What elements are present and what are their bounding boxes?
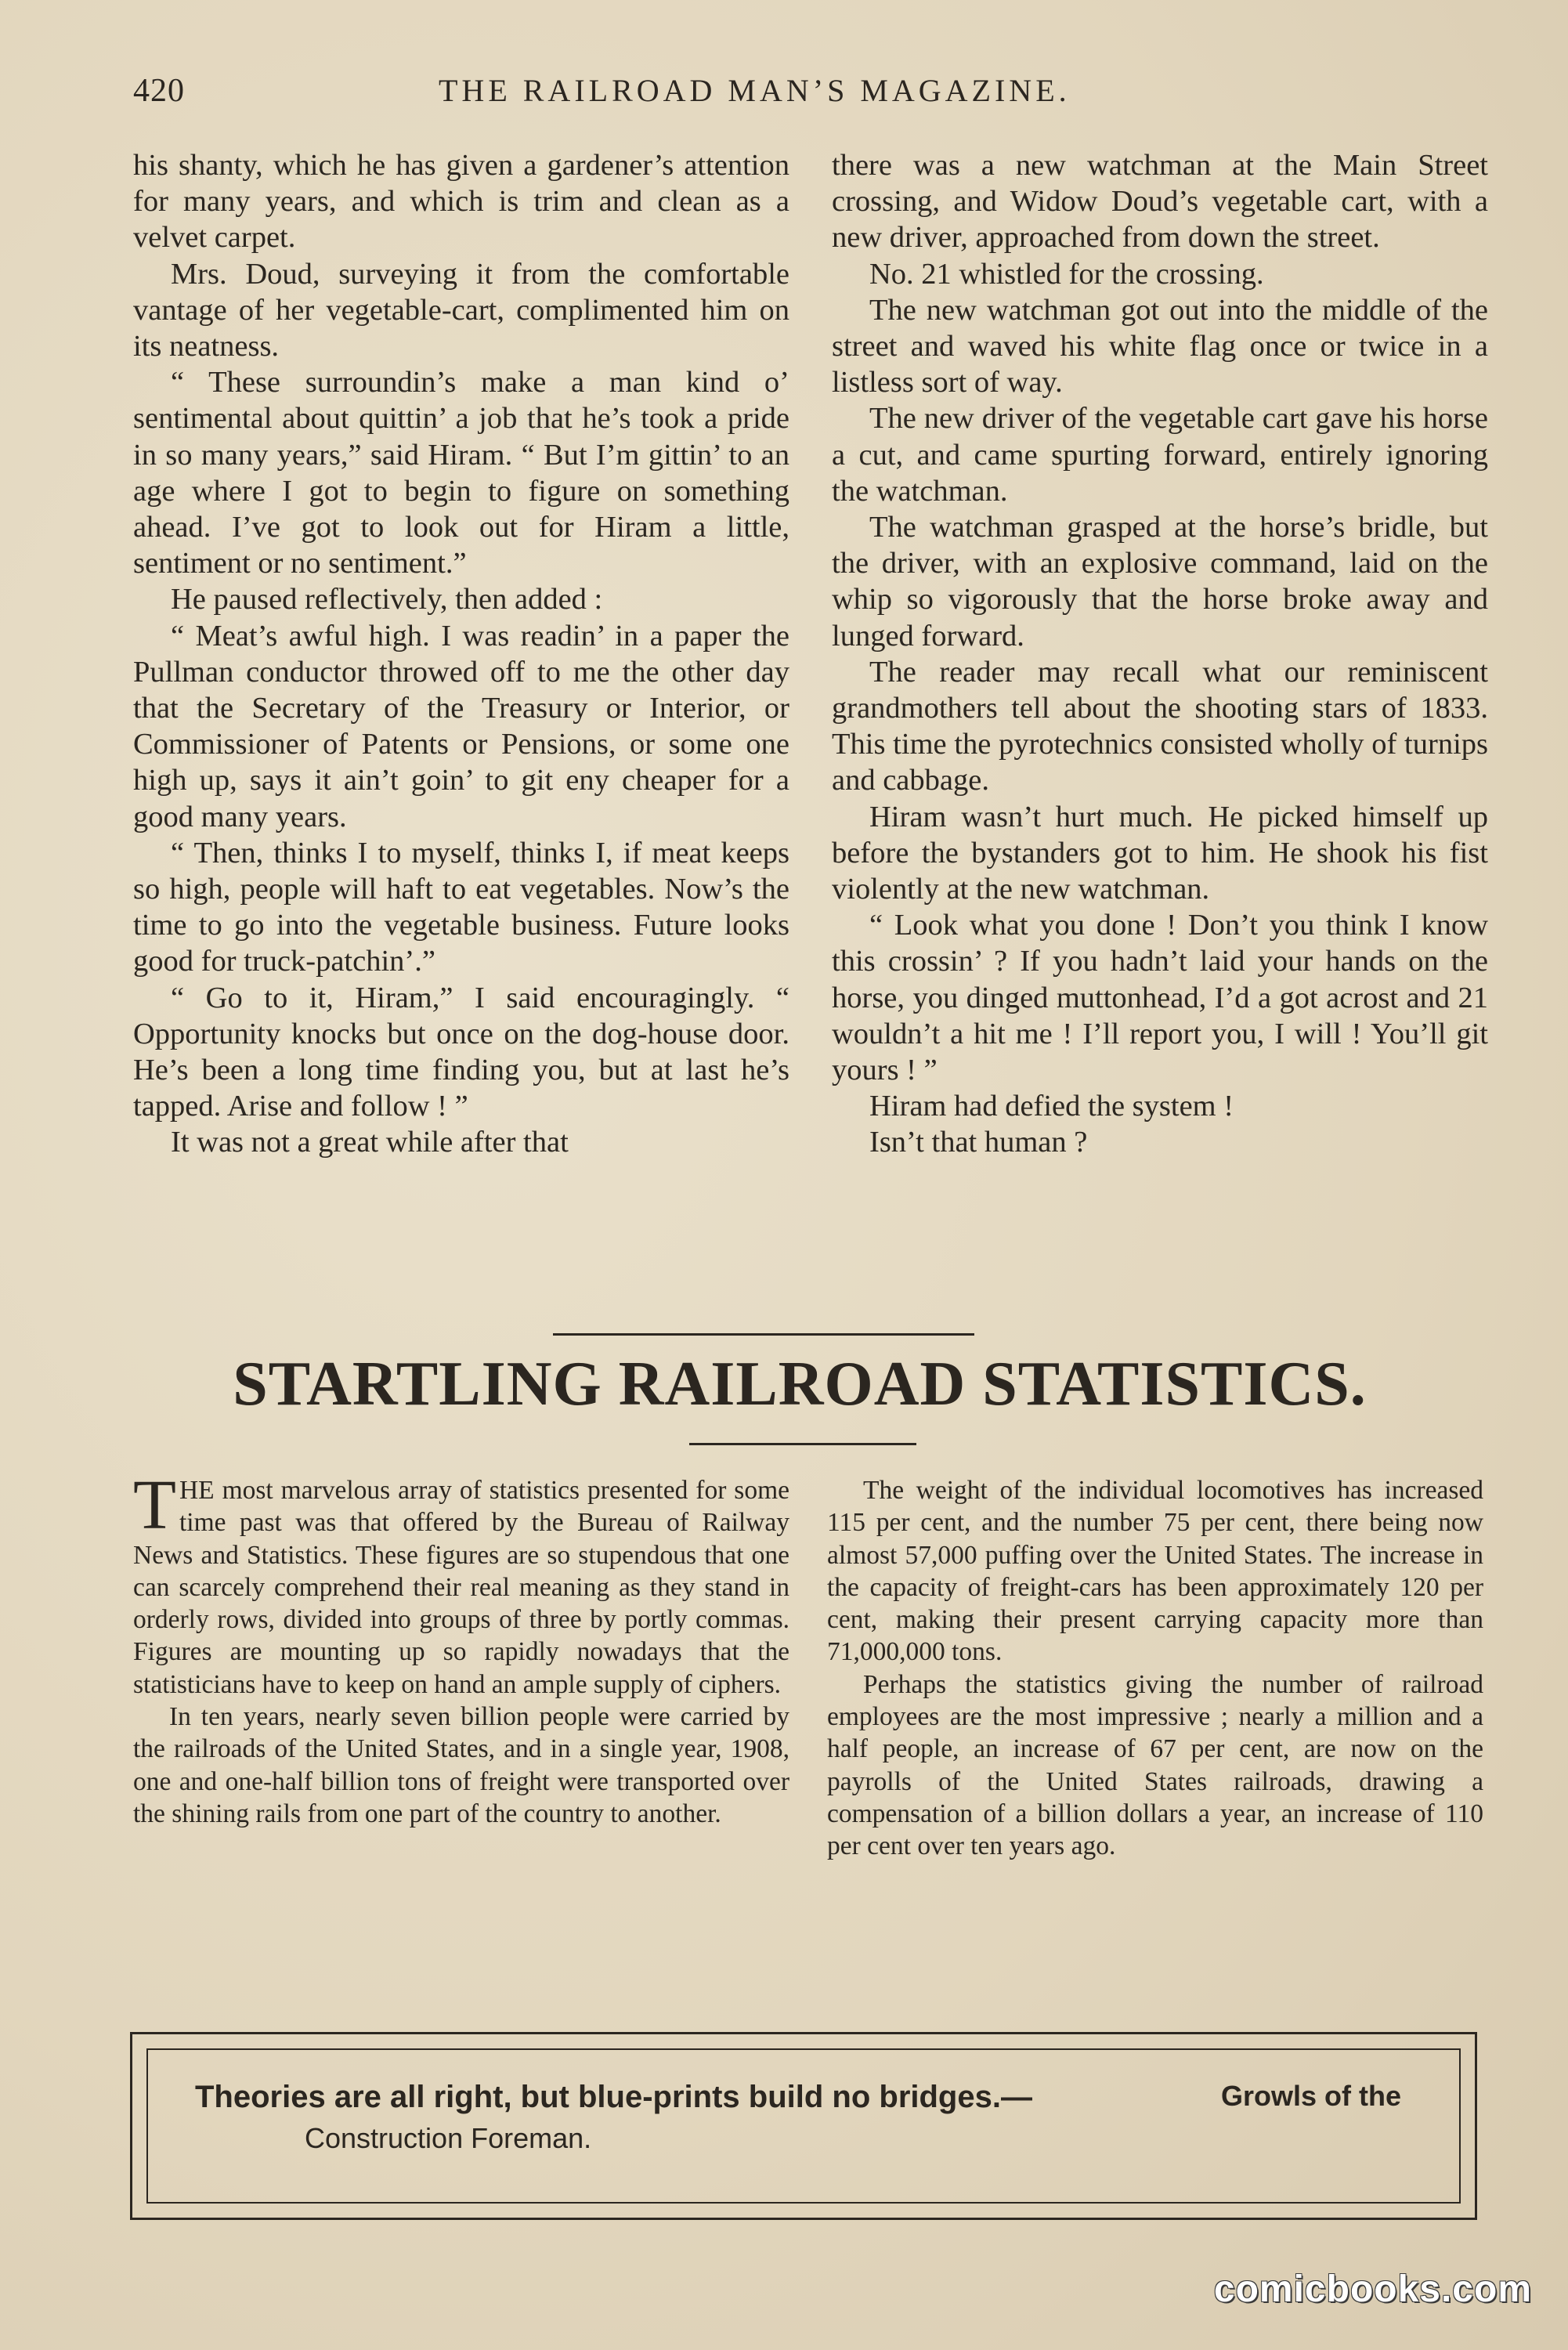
story-right-column <box>832 147 1488 1161</box>
story-paragraph: The new watchman got out into the middle of the street and waved his white flag once or twice in a listless sort of way. <box>832 293 1488 400</box>
story-paragraph: Isn’t that human ? <box>869 1126 1088 1159</box>
article-paragraph: Perhaps the statistics giving the number of railroad employees are the most impressive ; nearly a million and a half people, an increase of 67 per cent, are now on the payrolls of the United States railroads, drawing a compensation of a billion dollars a year, an increase of 110 per cent over ten years ago. <box>827 1669 1483 1861</box>
article-left-column <box>133 1466 789 1830</box>
page-number: 420 <box>133 73 185 109</box>
quote-text: Theories are all right, but blue-prints build no bridges.— <box>195 2080 1032 2114</box>
story-paragraph: The watchman grasped at the horse’s bridle, but the driver, with an explosive command, laid on the whip so vigorously that the horse broke away and lunged forward. <box>832 511 1488 653</box>
quote-attribution-line2: Construction Foreman. <box>305 2122 592 2154</box>
story-left-column <box>133 147 789 1161</box>
story-paragraph: there was a new watchman at the Main Street crossing, and Widow Doud’s vegetable cart, with a new driver, approached from down the street. <box>832 149 1488 255</box>
story-paragraph: Hiram wasn’t hurt much. He picked himself up before the bystanders got to him. He shook his fist violently at the new watchman. <box>832 800 1488 906</box>
story-paragraph: The reader may recall what our reminiscent grandmothers tell about the shooting stars of 1833. This time the pyrotechnics consisted wholly of turnips and cabbage. <box>832 655 1488 797</box>
article-paragraph <box>133 1466 789 1701</box>
story-paragraph: Hiram had defied the system ! <box>869 1090 1234 1123</box>
story-paragraph: “ Then, thinks I to myself, thinks I, if meat keeps so high, people will haft to eat vegetables. Now’s the time to go into the vegetable business. Future looks good for truck-patchin’.” <box>133 836 789 978</box>
story-paragraph: It was not a great while after that <box>171 1126 569 1159</box>
quote-attribution: Growls of the <box>1221 2080 1402 2112</box>
story-paragraph: No. 21 whistled for the crossing. <box>869 257 1264 291</box>
article-paragraph: The weight of the individual locomotives has increased 115 per cent, and the number 75 per cent, there being now almost 57,000 puffing over the United States. The increase in the capacity of freight-cars has been approximately 120 per cent, making their present carrying capacity more than 71,000,000 tons. <box>827 1476 1483 1667</box>
story-paragraph: “ Look what you done ! Don’t you think I know this crossin’ ? If you hadn’t laid your hands on the horse, you dinged muttonhead, I’d a got acrost and 21 wouldn’t a hit me ! I’ll report you, I will ! You’ll git yours ! ” <box>832 909 1488 1087</box>
story-paragraph: his shanty, which he has given a gardener’s attention for many years, and which is trim and clean as a velvet carpet. <box>133 149 789 255</box>
drop-cap: T <box>133 1466 176 1544</box>
story-paragraph: “ These surroundin’s make a man kind o’ sentimental about quittin’ a job that he’s took a pride in so many years,” said Hiram. “ But I’m gittin’ to an age where I got to begin to figure on something ahead. I’ve got to look out for Hiram a little, sentiment or no sentiment.” <box>133 366 789 580</box>
section-divider <box>553 1333 974 1336</box>
article-lead-text: HE most marvelous array of statistics presented for some time past was that offered by the Bureau of Railway News and Statistics. These figures are so stupendous that one can scarcely comprehend their real meaning as they stand in orderly rows, divided into groups of three by portly commas. Figures are mounting up so rapidly nowadays that the statisticians have to keep on hand an ample supply of ciphers. <box>133 1476 789 1699</box>
article-title: STARTLING RAILROAD STATISTICS. <box>233 1350 1367 1419</box>
story-paragraph: He paused reflectively, then added : <box>171 583 603 616</box>
title-underline <box>689 1443 916 1445</box>
story-paragraph: “ Go to it, Hiram,” I said encouragingly. “ Opportunity knocks but once on the dog-house door. He’s been a long time finding you, but at last he’s tapped. Arise and follow ! ” <box>133 981 789 1123</box>
watermark-logo: comicbooks.com <box>1213 2269 1532 2310</box>
story-paragraph: “ Meat’s awful high. I was readin’ in a paper the Pullman conductor throwed off to me the other day that the Secretary of the Treasury or Interior, or Commissioner of Patents or Pensions, or some one high up, says it ain’t goin’ to git eny cheaper for a good many years. <box>133 619 789 833</box>
story-paragraph: Mrs. Doud, surveying it from the comfortable vantage of her vegetable-cart, complimented him on its neatness. <box>133 257 789 363</box>
magazine-title: THE RAILROAD MAN’S MAGAZINE. <box>439 73 1071 108</box>
article-right-column <box>827 1474 1483 1863</box>
running-head <box>133 72 1490 119</box>
story-paragraph: The new driver of the vegetable cart gave his horse a cut, and came spurting forward, entirely ignoring the watchman. <box>832 402 1488 508</box>
quote-box-inner-border <box>146 2048 1461 2204</box>
article-paragraph: In ten years, nearly seven billion people were carried by the railroads of the United States, and in a single year, 1908, one and one-half billion tons of freight were transported over the shining rails from one part of the country to another. <box>133 1702 789 1828</box>
quote-box <box>130 2032 1477 2220</box>
